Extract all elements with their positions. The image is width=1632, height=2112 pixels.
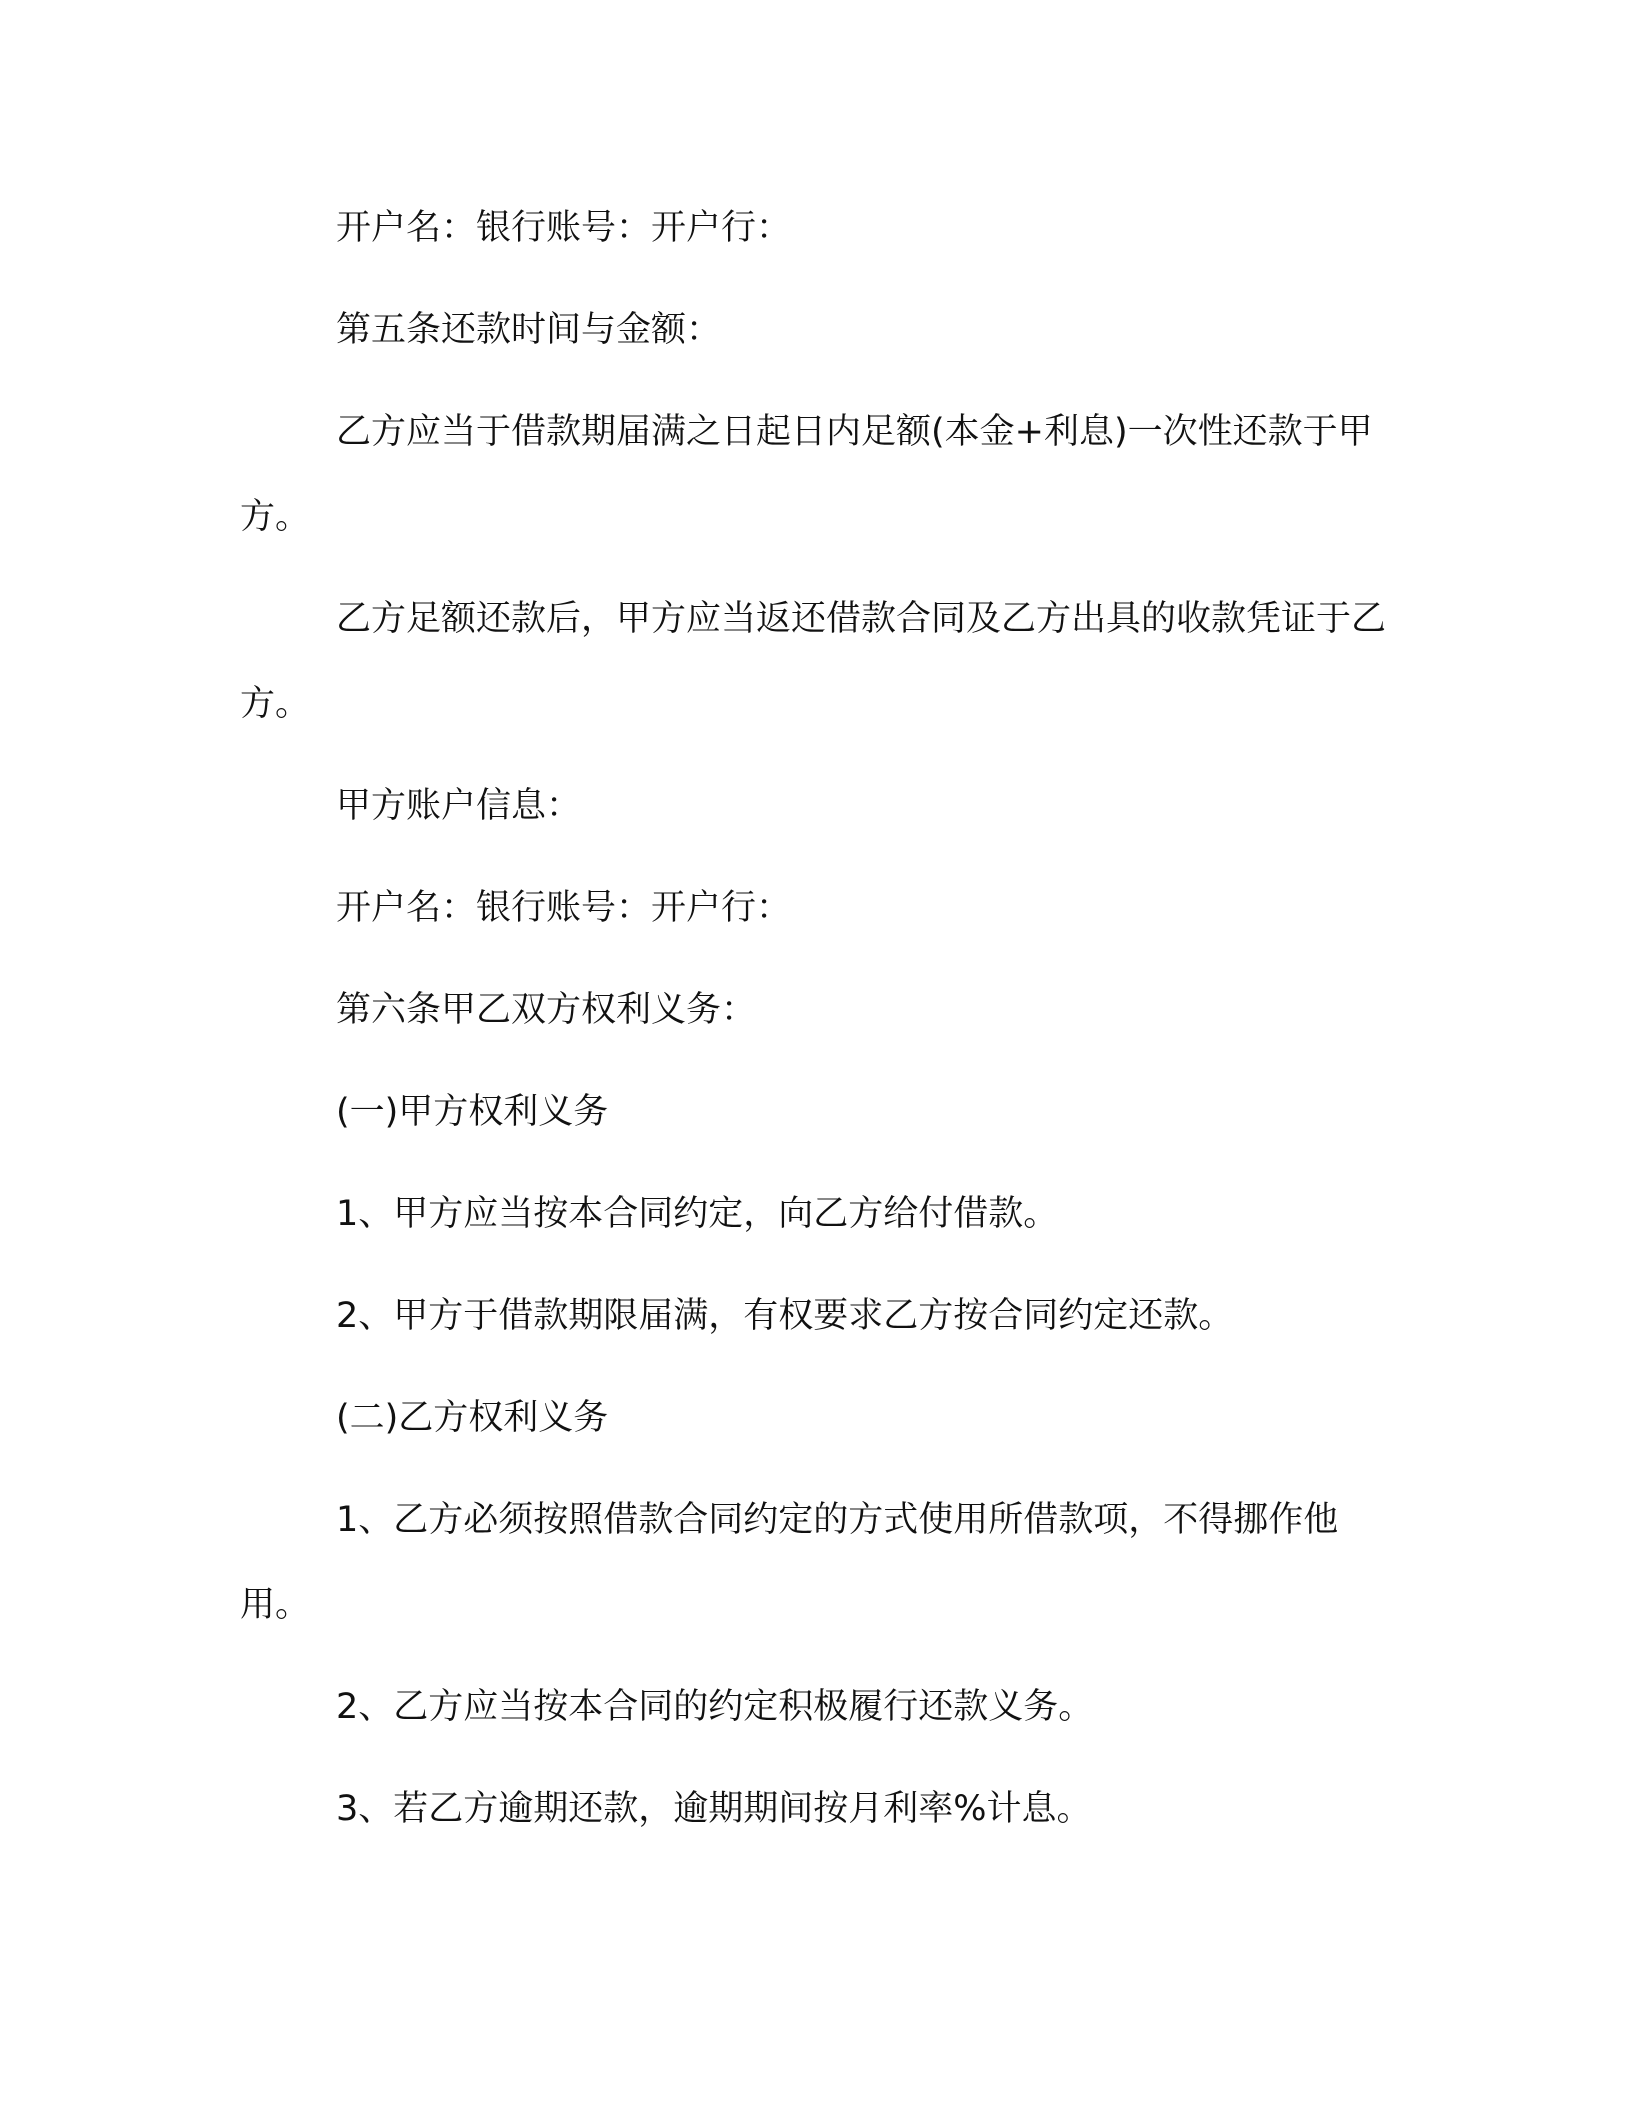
paragraph-party-a-rights-heading: (一)甲方权利义务 bbox=[336, 1092, 609, 1132]
paragraph-party-a-item-2: 2、甲方于借款期限届满，有权要求乙方按合同约定还款。 bbox=[336, 1296, 1234, 1336]
paragraph-party-b-item-1: 1、乙方必须按照借款合同约定的方式使用所借款项，不得挪作他用。 bbox=[240, 1500, 1339, 1625]
paragraph-party-b-item-3: 3、若乙方逾期还款，逾期期间按月利率%计息。 bbox=[336, 1789, 1092, 1829]
document-body bbox=[240, 186, 1390, 1869]
paragraph-repayment-clause: 乙方应当于借款期届满之日起日内足额(本金+利息)一次性还款于甲方。 bbox=[240, 412, 1373, 537]
paragraph-party-b-rights-heading: (二)乙方权利义务 bbox=[336, 1398, 609, 1438]
paragraph-party-a-item-1: 1、甲方应当按本合同约定，向乙方给付借款。 bbox=[336, 1194, 1059, 1234]
paragraph-article-6-heading: 第六条甲乙双方权利义务： bbox=[336, 990, 757, 1030]
paragraph-account-info-1: 开户名：银行账号：开户行： bbox=[336, 208, 792, 248]
paragraph-party-a-account-heading: 甲方账户信息： bbox=[336, 786, 582, 826]
paragraph-article-5-heading: 第五条还款时间与金额： bbox=[336, 310, 722, 350]
paragraph-return-contract-clause: 乙方足额还款后，甲方应当返还借款合同及乙方出具的收款凭证于乙方。 bbox=[240, 599, 1387, 724]
paragraph-party-b-item-2: 2、乙方应当按本合同的约定积极履行还款义务。 bbox=[336, 1687, 1094, 1727]
paragraph-account-info-2: 开户名：银行账号：开户行： bbox=[336, 888, 792, 928]
